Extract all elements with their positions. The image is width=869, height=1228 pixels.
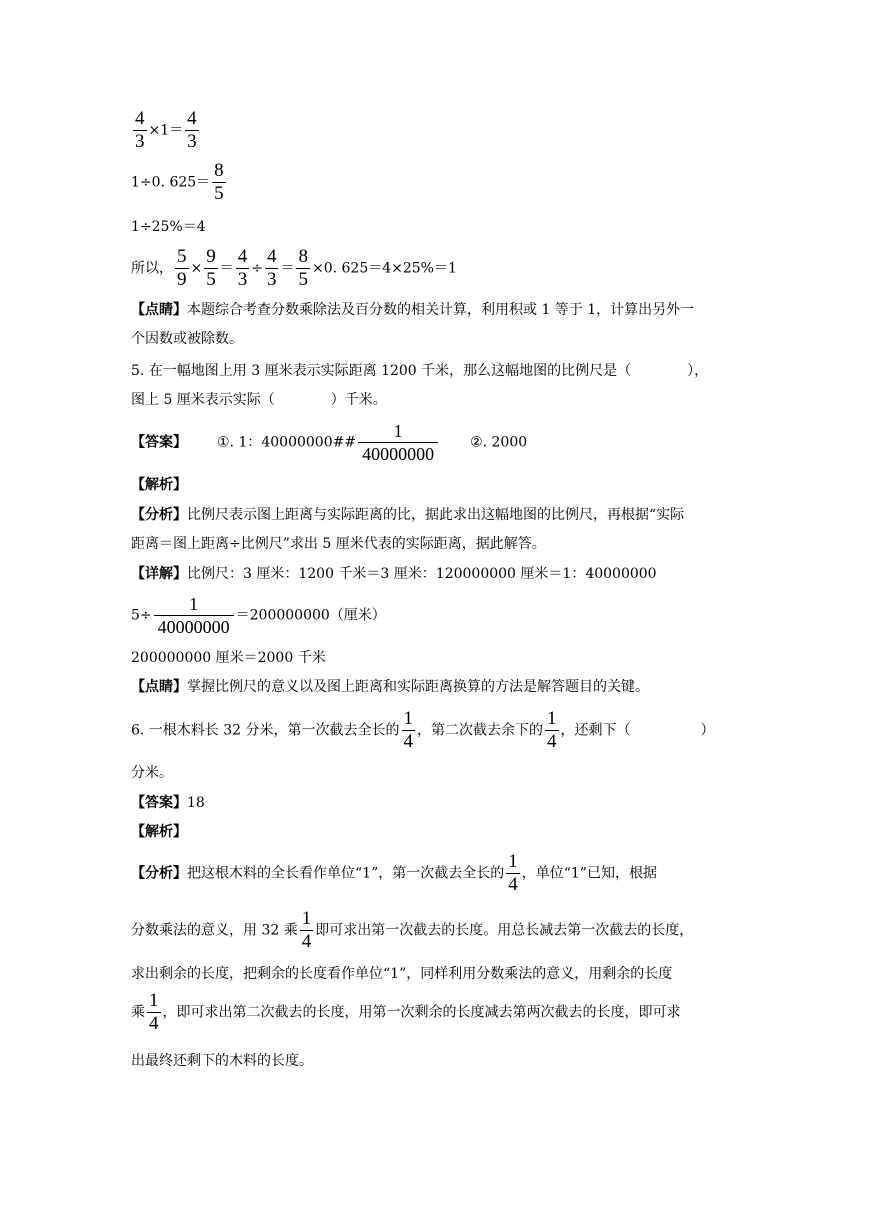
eq-summary: 所以， $\frac{5}{9}$ × $\frac{9}{5}$ ＝ $\frac{4}{3}$ ÷ $\frac{4}{3}$ ＝ $\frac{8}{5}$ ×0. 625＝4×25%＝1 bbox=[131, 246, 457, 290]
jiexi-label: 【解析】 bbox=[131, 477, 187, 493]
q6-stem-line-2: 分米。 bbox=[131, 765, 173, 781]
q5-dianjing: 【点睛】掌握比例尺的意义以及图上距离和实际距离换算的方法是解答题目的关键。 bbox=[131, 679, 649, 695]
fraction: $\frac{4}{3}$ bbox=[135, 108, 145, 152]
fraction: $\frac{1}{4}$ bbox=[403, 708, 414, 752]
q5-xiangjie-line-1: 【详解】比例尺：3 厘米：1200 千米＝3 厘米：120000000 厘米＝1：40000000 bbox=[131, 566, 657, 582]
q6-fenxi-line-5: 出最终还剩下的木料的长度。 bbox=[131, 1053, 313, 1069]
fraction: $\frac{1}{4}$ bbox=[301, 908, 312, 952]
q5-answer: 【答案】 ①. 1：40000000## $\frac{1}{40000000}$ ②. 2000 bbox=[131, 421, 528, 464]
fraction: $\frac{8}{5}$ bbox=[298, 246, 308, 290]
eq-1-div-25pct: 1÷25%＝4 bbox=[131, 219, 206, 235]
q5-fenxi-line-2: 距离＝图上距离÷比例尺”求出 5 厘米代表的实际距离，据此解答。 bbox=[131, 536, 546, 552]
answer-label: 【答案】 bbox=[131, 434, 187, 451]
q6-fenxi-line-1: 【分析】把这根木料的全长看作单位“1”，第一次截去全长的 $\frac{1}{4}$ ，单位“1”已知，根据 bbox=[131, 851, 657, 895]
fraction: $\frac{1}{40000000}$ bbox=[358, 420, 438, 465]
fraction: $\frac{1}{4}$ bbox=[149, 990, 159, 1034]
fraction: $\frac{4}{3}$ bbox=[187, 108, 197, 152]
q6-fenxi-line-4: 乘 $\frac{1}{4}$ ，即可求出第二次截去的长度，用第一次剩余的长度减去第两次截去的长度，即可求 bbox=[131, 990, 681, 1034]
answer-label: 【答案】 bbox=[131, 795, 187, 811]
eq-4-3-times-1: $\frac{4}{3}$ ×1＝ $\frac{4}{3}$ bbox=[135, 108, 197, 152]
fraction: $\frac{5}{9}$ bbox=[177, 246, 187, 290]
fraction: $\frac{1}{4}$ bbox=[508, 851, 518, 895]
fraction: $\frac{1}{40000000}$ bbox=[154, 593, 234, 638]
fraction: $\frac{4}{3}$ bbox=[266, 246, 277, 290]
fraction: $\frac{4}{3}$ bbox=[237, 246, 248, 290]
dianjing-line-1: 【点睛】本题综合考查分数乘除法及百分数的相关计算，利用积或 1 等于 1，计算出另外一 bbox=[131, 302, 695, 318]
jiexi-label: 【解析】 bbox=[131, 824, 187, 840]
dianjing-label: 【点睛】 bbox=[131, 302, 187, 318]
q6-answer: 【答案】18 bbox=[131, 795, 205, 811]
eq-1-div-0625: 1÷0. 625＝ $\frac{8}{5}$ bbox=[131, 160, 224, 204]
q5-fenxi-line-1: 【分析】比例尺表示图上距离与实际距离的比，据此求出这幅地图的比例尺，再根据“实际 bbox=[131, 507, 685, 523]
dianjing-line-2: 个因数或被除数。 bbox=[131, 331, 243, 347]
fraction: $\frac{8}{5}$ bbox=[214, 160, 224, 204]
q6-fenxi-line-3: 求出剩余的长度，把剩余的长度看作单位“1”，同样利用分数乘法的意义，用剩余的长度 bbox=[131, 966, 673, 982]
q6-stem-line-1: 6. 一根木料长 32 分米，第一次截去全长的 $\frac{1}{4}$ ，第二次截去余下的 $\frac{1}{4}$ ，还剩下（ ） bbox=[131, 708, 715, 752]
q6-fenxi-line-2: 分数乘法的意义，用 32 乘 $\frac{1}{4}$ 即可求出第一次截去的长度。用总长减去第一次截去的长度， bbox=[131, 908, 694, 952]
q5-calc-result: 200000000 厘米＝2000 千米 bbox=[131, 650, 326, 666]
q5-stem-line-2: 图上 5 厘米表示实际（ ）千米。 bbox=[131, 392, 387, 408]
fraction: $\frac{1}{4}$ bbox=[547, 708, 557, 752]
q5-stem-line-1: 5. 在一幅地图上用 3 厘米表示实际距离 1200 千米，那么这幅地图的比例尺是（ ）， bbox=[131, 363, 709, 379]
fraction: $\frac{9}{5}$ bbox=[206, 246, 216, 290]
q5-calc: 5÷ $\frac{1}{40000000}$ ＝200000000（厘米） bbox=[131, 594, 386, 637]
